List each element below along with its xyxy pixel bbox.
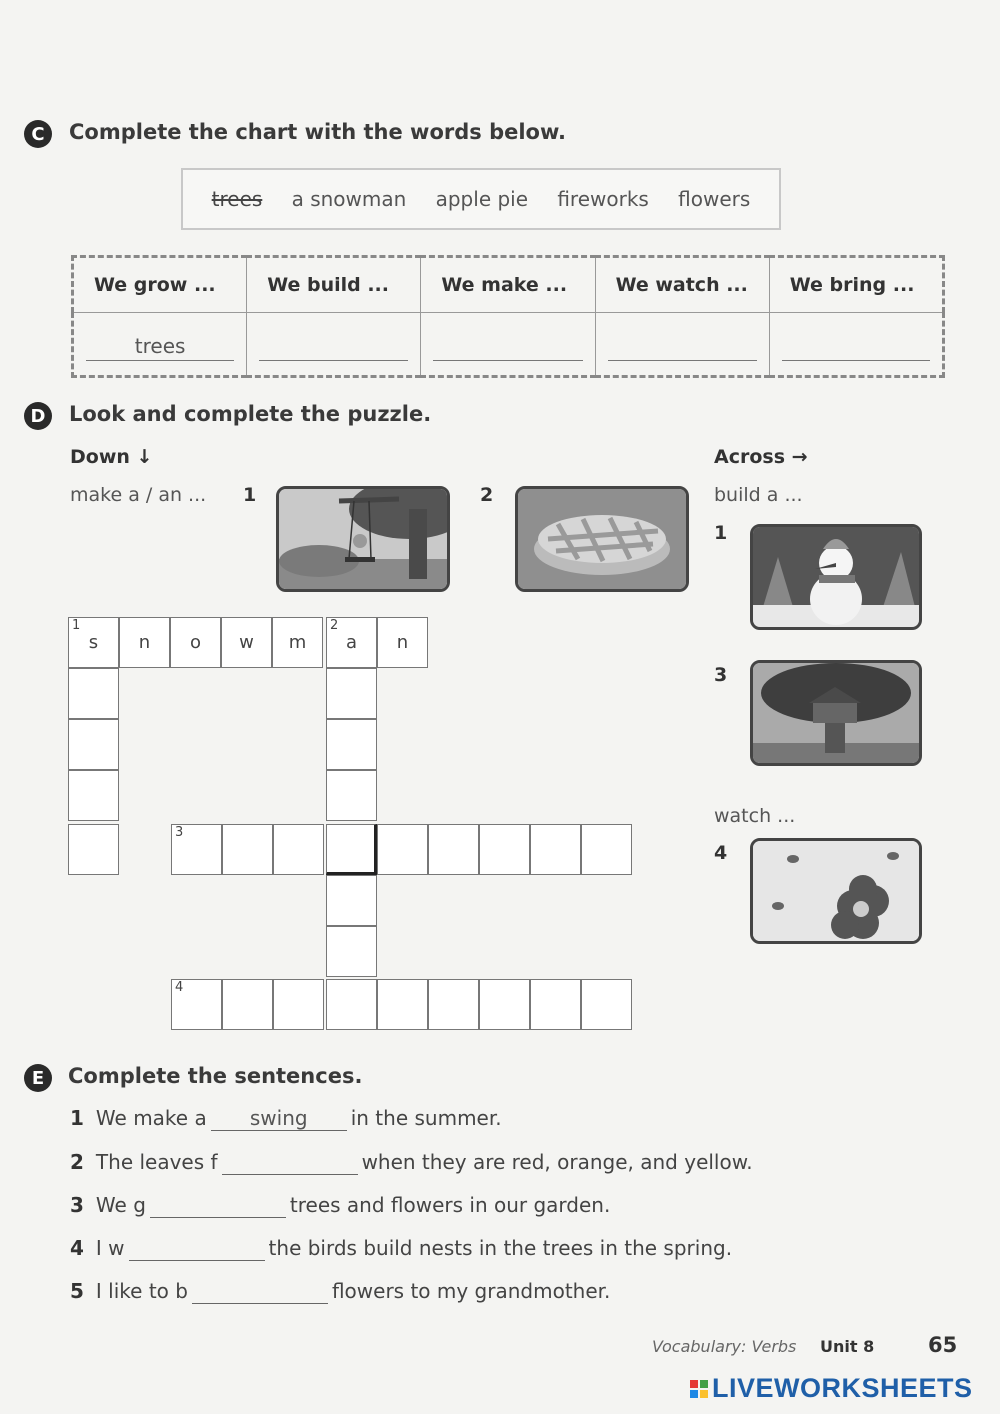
word-bank (181, 168, 781, 230)
crossword-cell[interactable] (68, 824, 119, 875)
sentence-answer-field[interactable] (150, 1193, 286, 1218)
footer-topic: Vocabulary: Verbs (652, 1337, 797, 1356)
chart-cell (421, 313, 595, 377)
sentence-start: We make a (95, 1106, 207, 1130)
clue-number: 1 (72, 618, 81, 633)
treehouse-icon (753, 663, 919, 763)
crossword-cell[interactable] (479, 824, 530, 875)
chart-answer-field[interactable] (259, 332, 408, 361)
chart-header: We build ... (247, 257, 421, 313)
crossword-cell[interactable] (68, 617, 119, 668)
footer-unit: Unit 8 (820, 1337, 875, 1356)
cell-letter: a (345, 632, 358, 653)
sentence-start: We g (95, 1193, 146, 1217)
cell-letter: w (239, 632, 254, 653)
crossword-cell[interactable] (119, 617, 170, 668)
section-c-badge: C (24, 120, 52, 148)
sentence-answer-field[interactable] (222, 1150, 358, 1175)
crossword-cell[interactable] (222, 979, 273, 1030)
crossword-cell[interactable] (428, 979, 479, 1030)
down-label: Down ↓ (70, 446, 153, 468)
section-d-badge: D (24, 402, 52, 430)
crossword-cell[interactable] (581, 824, 632, 875)
chart-answer-field[interactable] (782, 332, 930, 361)
crossword-cell[interactable] (326, 875, 377, 926)
sentence-number: 5 (70, 1279, 84, 1303)
crossword-cell[interactable] (326, 824, 377, 875)
treehouse-picture (750, 660, 922, 766)
section-d-title: Look and complete the puzzle. (69, 402, 432, 426)
crossword-cell[interactable] (377, 617, 428, 668)
sentence (70, 1279, 610, 1304)
crossword-cell[interactable] (272, 617, 323, 668)
down-prompt: make a / an ... (70, 484, 207, 506)
across-label: Across → (714, 446, 808, 468)
chart-cell (595, 313, 769, 377)
flower-icon (753, 841, 919, 941)
crossword-cell[interactable] (273, 824, 324, 875)
clue-number: 3 (175, 825, 184, 840)
down-clue-number: 2 (480, 484, 494, 506)
sentence-number: 2 (70, 1150, 84, 1174)
cell-letter: o (189, 632, 201, 653)
sentence-end: trees and flowers in our garden. (289, 1193, 611, 1217)
sentence-end: the birds build nests in the trees in the spring. (268, 1236, 733, 1260)
crossword-cell[interactable] (68, 668, 119, 719)
sentence-end: flowers to my grandmother. (331, 1279, 611, 1303)
sentence-answer-field[interactable] (192, 1279, 328, 1304)
chart-cell (247, 313, 421, 377)
cell-letter: n (396, 632, 409, 653)
section-c-title: Complete the chart with the words below. (69, 120, 567, 144)
crossword-cell[interactable] (171, 979, 222, 1030)
sentence-start: The leaves f (95, 1150, 218, 1174)
sentence (70, 1106, 502, 1131)
crossword-cell[interactable] (377, 824, 428, 875)
word-bank-item: flowers (678, 187, 751, 211)
word-bank-item: trees (211, 187, 263, 211)
crossword-cell[interactable] (273, 979, 324, 1030)
crossword-cell[interactable] (68, 719, 119, 770)
crossword-cell[interactable] (326, 979, 377, 1030)
sentence-answer-field[interactable]: swing (211, 1106, 347, 1131)
crossword-cell[interactable] (530, 824, 581, 875)
crossword-cell[interactable] (479, 979, 530, 1030)
cell-letter: m (288, 632, 307, 653)
chart-answer-field[interactable] (433, 332, 582, 361)
word-bank-item: fireworks (557, 187, 649, 211)
chart-header: We watch ... (595, 257, 769, 313)
sentence-number: 1 (70, 1106, 84, 1130)
section-e-title: Complete the sentences. (68, 1064, 363, 1088)
across-clue-number: 3 (714, 664, 728, 686)
verb-chart (71, 255, 945, 378)
crossword-cell[interactable] (68, 770, 119, 821)
pie-icon (518, 489, 686, 589)
sentence-answer-field[interactable] (129, 1236, 265, 1261)
chart-header: We make ... (421, 257, 595, 313)
snowman-icon (753, 527, 919, 627)
cell-letter: s (88, 632, 99, 653)
bees-flower-picture (750, 838, 922, 944)
down-clue-number: 1 (243, 484, 257, 506)
crossword-cell[interactable] (170, 617, 221, 668)
page-number: 65 (928, 1333, 958, 1357)
chart-cell (73, 313, 247, 377)
across-clue-number: 1 (714, 522, 728, 544)
crossword-cell[interactable] (530, 979, 581, 1030)
chart-cell (769, 313, 943, 377)
crossword-cell[interactable] (326, 617, 377, 668)
crossword-cell[interactable] (222, 824, 273, 875)
crossword-cell[interactable] (326, 719, 377, 770)
sentence-end: when they are red, orange, and yellow. (361, 1150, 753, 1174)
sentence-start: I w (95, 1236, 125, 1260)
crossword-cell[interactable] (171, 824, 222, 875)
sentence (70, 1193, 610, 1218)
swing-icon (279, 489, 447, 589)
sentence-number: 3 (70, 1193, 84, 1217)
cell-letter: n (138, 632, 151, 653)
crossword-cell[interactable] (221, 617, 272, 668)
crossword-cell[interactable] (428, 824, 479, 875)
sentence-number: 4 (70, 1236, 84, 1260)
crossword-cell[interactable] (326, 770, 377, 821)
crossword-cell[interactable] (326, 668, 377, 719)
chart-answer-field[interactable]: trees (86, 332, 234, 361)
swing-picture (276, 486, 450, 592)
chart-header: We bring ... (769, 257, 943, 313)
word-bank-item: a snowman (291, 187, 407, 211)
crossword-cell[interactable] (581, 979, 632, 1030)
brand-icon (690, 1380, 708, 1398)
apple-pie-picture (515, 486, 689, 592)
across-prompt: build a ... (714, 484, 803, 506)
clue-number: 2 (330, 618, 339, 633)
watch-prompt: watch ... (714, 805, 796, 827)
section-e-badge: E (24, 1064, 52, 1092)
clue-number: 4 (175, 980, 184, 995)
crossword-cell[interactable] (326, 926, 377, 977)
chart-header: We grow ... (73, 257, 247, 313)
sentence (70, 1150, 753, 1175)
snowman-picture (750, 524, 922, 630)
chart-answer-field[interactable] (608, 332, 757, 361)
brand-name: LIVEWORKSHEETS (712, 1373, 973, 1403)
watch-clue-number: 4 (714, 842, 728, 864)
crossword-cell[interactable] (377, 979, 428, 1030)
sentence-end: in the summer. (350, 1106, 502, 1130)
word-bank-item: apple pie (435, 187, 529, 211)
sentence-start: I like to b (95, 1279, 188, 1303)
brand-logo (690, 1373, 973, 1404)
sentence (70, 1236, 732, 1261)
